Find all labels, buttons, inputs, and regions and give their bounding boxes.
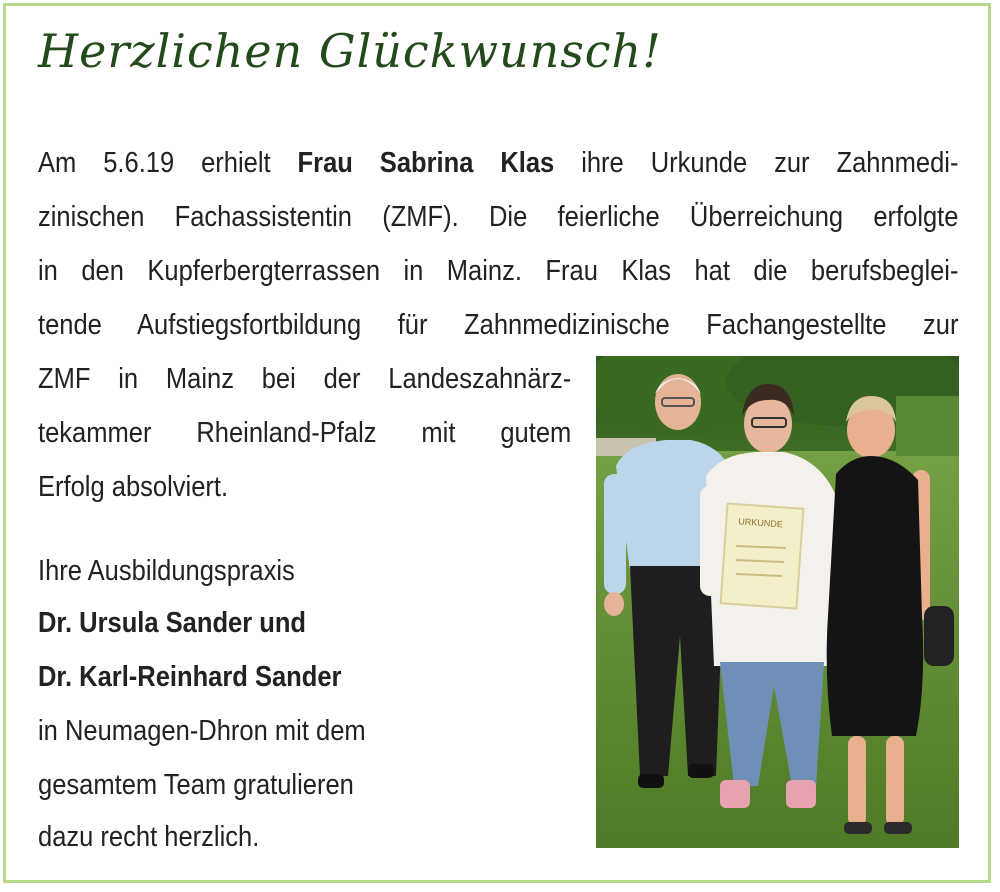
award-photo: [596, 356, 959, 848]
text-line-2: zinischen Fachassistentin (ZMF). Die feierliche Überreichung erfolgte: [38, 201, 959, 233]
text-line-4: tende Aufstiegsfortbildung für Zahnmedizinische Fachangestellte zur: [38, 309, 959, 341]
text-line-5: ZMF in Mainz bei der Landeszahnärz-: [38, 363, 572, 395]
practice-doctor-2: Dr. Karl-Reinhard Sander: [38, 661, 342, 693]
headline-title: Herzlichen Glückwunsch!: [38, 24, 662, 78]
congrats-line-1: gesamtem Team gratulieren: [38, 769, 354, 801]
certificate-heading: URKUNDE: [738, 516, 784, 530]
text-line-1-start: Am 5.6.19 erhielt: [38, 147, 298, 179]
text-line-1: [38, 145, 958, 181]
text-line-7: Erfolg absolviert.: [38, 471, 229, 503]
practice-location: in Neumagen-Dhron mit dem: [38, 715, 366, 747]
text-line-1-end: ihre Urkunde zur Zahnmedi-: [554, 147, 959, 179]
practice-doctor-1: Dr. Ursula Sander und: [38, 607, 307, 639]
text-line-6: tekammer Rheinland-Pfalz mit gutem: [38, 417, 572, 449]
text-line-3: in den Kupferbergterrassen in Mainz. Frau Klas hat die berufsbeglei-: [38, 255, 959, 287]
practice-intro: Ihre Ausbildungspraxis: [38, 555, 295, 587]
recipient-name: Frau Sabrina Klas: [297, 147, 555, 179]
congrats-line-2: dazu recht herzlich.: [38, 821, 260, 853]
